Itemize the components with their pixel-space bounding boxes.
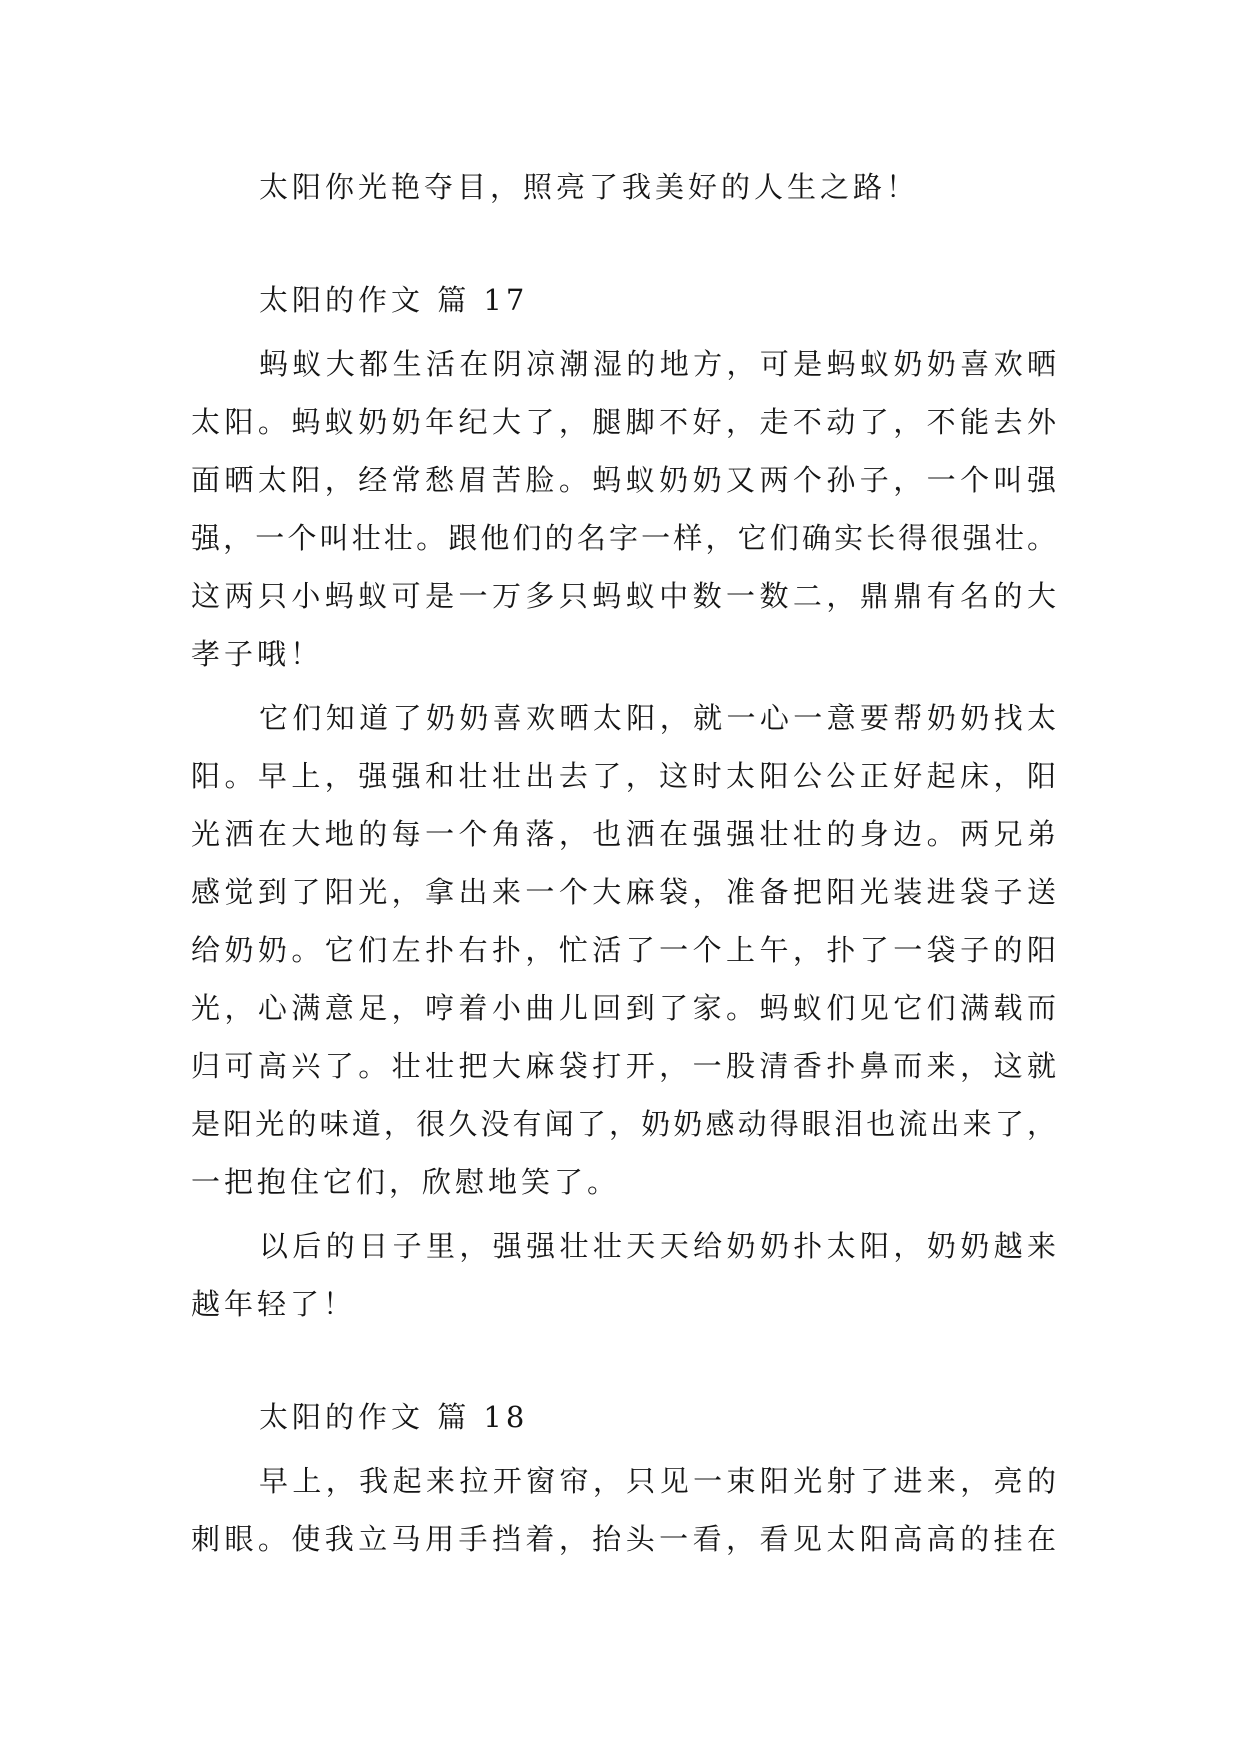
paragraph-line: 以后的日子里，强强壮壮天天给奶奶扑太阳，奶奶越来 <box>259 1229 1058 1263</box>
paragraph-line: 强，一个叫壮壮。跟他们的名字一样，它们确实长得很强壮。 <box>191 521 1058 555</box>
section-heading: 太阳的作文 篇 18 <box>259 1400 529 1434</box>
paragraph-line: 蚂蚁大都生活在阴凉潮湿的地方，可是蚂蚁奶奶喜欢晒 <box>259 347 1058 381</box>
paragraph-line: 是阳光的味道，很久没有闻了，奶奶感动得眼泪也流出来了， <box>191 1107 1058 1141</box>
paragraph-line: 它们知道了奶奶喜欢晒太阳，就一心一意要帮奶奶找太 <box>259 701 1058 735</box>
paragraph-line: 太阳。蚂蚁奶奶年纪大了，腿脚不好，走不动了，不能去外 <box>191 405 1058 439</box>
paragraph <box>191 689 1058 1211</box>
paragraph-line: 光洒在大地的每一个角落，也洒在强强壮壮的身边。两兄弟 <box>191 817 1058 851</box>
paragraph-line: 孝子哦！ <box>191 637 324 671</box>
paragraph-line: 给奶奶。它们左扑右扑，忙活了一个上午，扑了一袋子的阳 <box>191 933 1058 967</box>
paragraph <box>191 1217 1058 1333</box>
document-body <box>191 158 1058 1568</box>
paragraph-line: 早上，我起来拉开窗帘，只见一束阳光射了进来，亮的 <box>259 1464 1058 1498</box>
paragraph <box>191 335 1058 683</box>
paragraph-line: 刺眼。使我立马用手挡着，抬头一看，看见太阳高高的挂在 <box>191 1522 1058 1556</box>
paragraph-line: 归可高兴了。壮壮把大麻袋打开，一股清香扑鼻而来，这就 <box>191 1049 1058 1083</box>
paragraph-line: 阳。早上，强强和壮壮出去了，这时太阳公公正好起床，阳 <box>191 759 1058 793</box>
paragraph-line: 感觉到了阳光，拿出来一个大麻袋，准备把阳光装进袋子送 <box>191 875 1058 909</box>
paragraph-line: 光，心满意足，哼着小曲儿回到了家。蚂蚁们见它们满载而 <box>191 991 1058 1025</box>
paragraph <box>191 1452 1058 1568</box>
paragraph-line: 这两只小蚂蚁可是一万多只蚂蚁中数一数二，鼎鼎有名的大 <box>191 579 1058 613</box>
paragraph-line: 越年轻了！ <box>191 1287 357 1321</box>
section-heading: 太阳的作文 篇 17 <box>259 283 529 317</box>
paragraph-line: 面晒太阳，经常愁眉苦脸。蚂蚁奶奶又两个孙子，一个叫强 <box>191 463 1058 497</box>
intro-line: 太阳你光艳夺目，照亮了我美好的人生之路！ <box>259 170 920 204</box>
paragraph-line: 一把抱住它们，欣慰地笑了。 <box>191 1165 621 1199</box>
